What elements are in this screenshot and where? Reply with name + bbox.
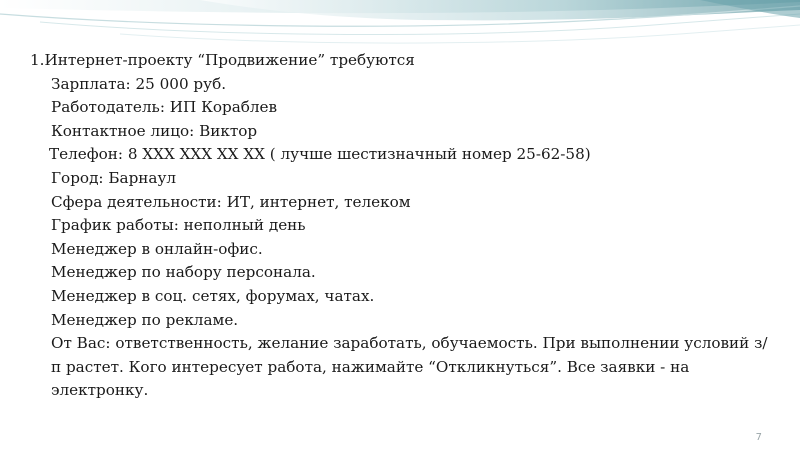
position-recruiting: Менеджер по набору персонала.: [51, 263, 316, 282]
vacancy-heading: 1.Интернет-проекту “Продвижение” требуются: [30, 51, 415, 69]
position-advertising: Менеджер по рекламе.: [51, 310, 239, 329]
sphere-line: Сфера деятельности: ИТ, интернет, телеком: [51, 192, 411, 211]
requirements-paragraph: От Вас: ответственность, желание заработать, обучаемость. При выполнении условий з/п растет. Кого интересует работа, нажимайте “Откликнуться”. Все заявки - на электронку.: [51, 334, 768, 400]
phone-line: Телефон: 8 XXX XXX XX XX ( лучше шестизначный номер 25-62-58): [49, 145, 591, 164]
position-social-media: Менеджер в соц. сетях, форумах, чатах.: [51, 286, 375, 305]
salary-line: Зарплата: 25 000 руб.: [51, 74, 227, 93]
schedule-line: График работы: неполный день: [51, 216, 306, 235]
contact-line: Контактное лицо: Виктор: [51, 121, 258, 140]
page-number: 7: [755, 432, 762, 443]
city-line: Город: Барнаул: [51, 168, 177, 187]
position-online-office: Менеджер в онлайн-офис.: [51, 239, 263, 258]
employer-line: Работодатель: ИП Кораблев: [51, 98, 278, 117]
vacancy-text: [30, 49, 770, 403]
